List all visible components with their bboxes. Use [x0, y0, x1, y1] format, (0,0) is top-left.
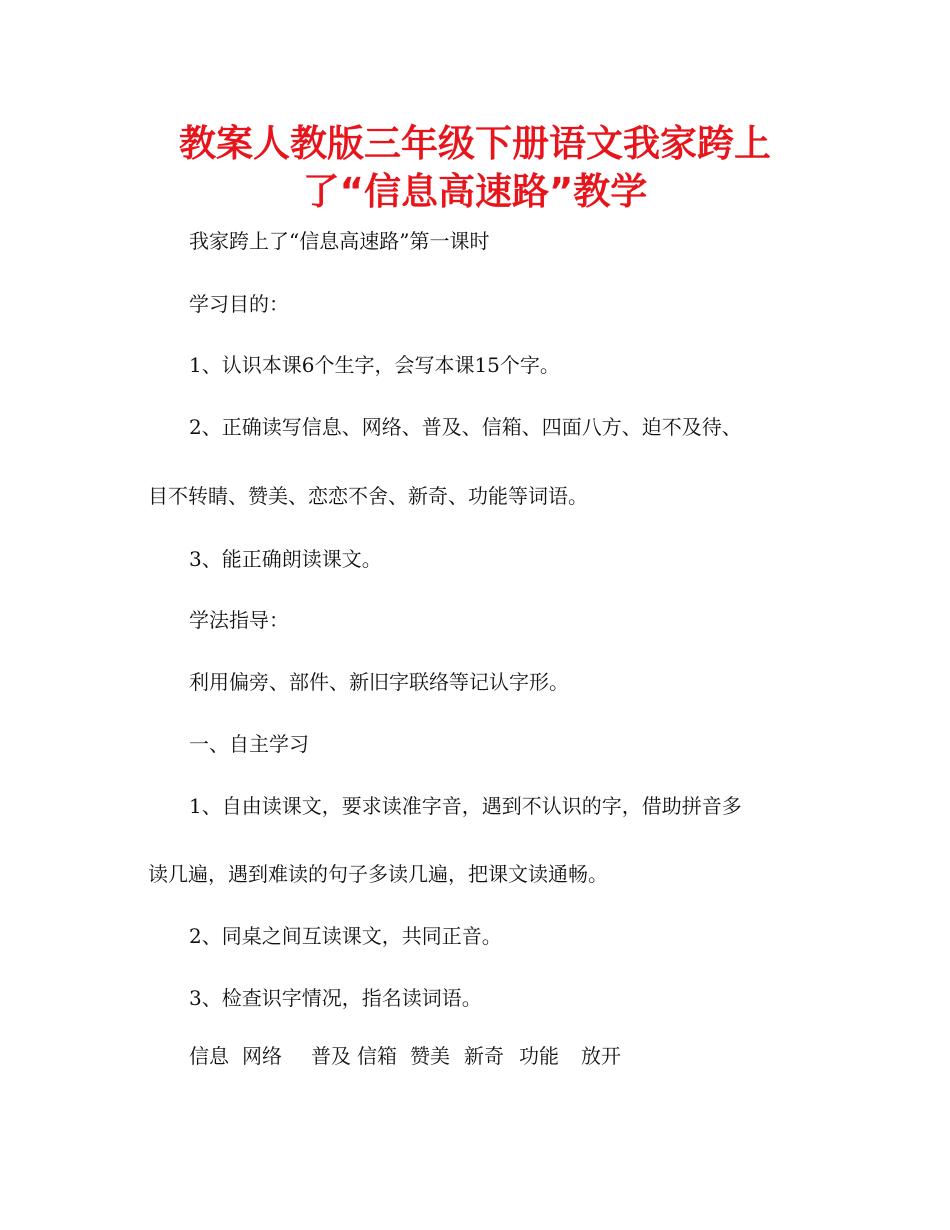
step-1-line-2: 读几遍，遇到难读的句子多读几遍，把课文读通畅。 — [148, 862, 608, 886]
vocab-word: 功能 — [519, 1044, 559, 1068]
objective-1: 1、认识本课6个生字，会写本课15个字。 — [189, 353, 560, 377]
step-1-line-1: 1、自由读课文，要求读准字音，遇到不认识的字，借助拼音多 — [189, 794, 742, 818]
vocab-word: 网络 — [242, 1044, 282, 1068]
document-title-line-1: 教案人教版三年级下册语文我家跨上 — [179, 122, 771, 165]
objective-2-line-2: 目不转睛、赞美、恋恋不舍、新奇、功能等词语。 — [148, 484, 588, 508]
section-self-study: 一、自主学习 — [189, 732, 309, 756]
document-title-line-2: 了“信息高速路”教学 — [302, 170, 648, 213]
step-3: 3、检查识字情况，指名读词语。 — [189, 986, 482, 1010]
vocab-word: 新奇 — [464, 1044, 504, 1068]
objectives-heading: 学习目的： — [189, 292, 289, 316]
method-heading: 学法指导： — [189, 608, 289, 632]
vocab-word: 赞美 — [410, 1044, 450, 1068]
method-text: 利用偏旁、部件、新旧字联络等记认字形。 — [189, 670, 569, 694]
vocab-word: 信箱 — [357, 1044, 397, 1068]
vocab-word: 信息 — [189, 1044, 229, 1068]
lesson-heading: 我家跨上了“信息高速路”第一课时 — [189, 229, 490, 253]
objective-3: 3、能正确朗读课文。 — [189, 547, 382, 571]
step-2: 2、同桌之间互读课文，共同正音。 — [189, 924, 502, 948]
objective-2-line-1: 2、正确读写信息、网络、普及、信箱、四面八方、迫不及待、 — [189, 415, 742, 439]
vocab-word: 放开 — [581, 1044, 621, 1068]
vocab-word: 普及 — [311, 1044, 351, 1068]
